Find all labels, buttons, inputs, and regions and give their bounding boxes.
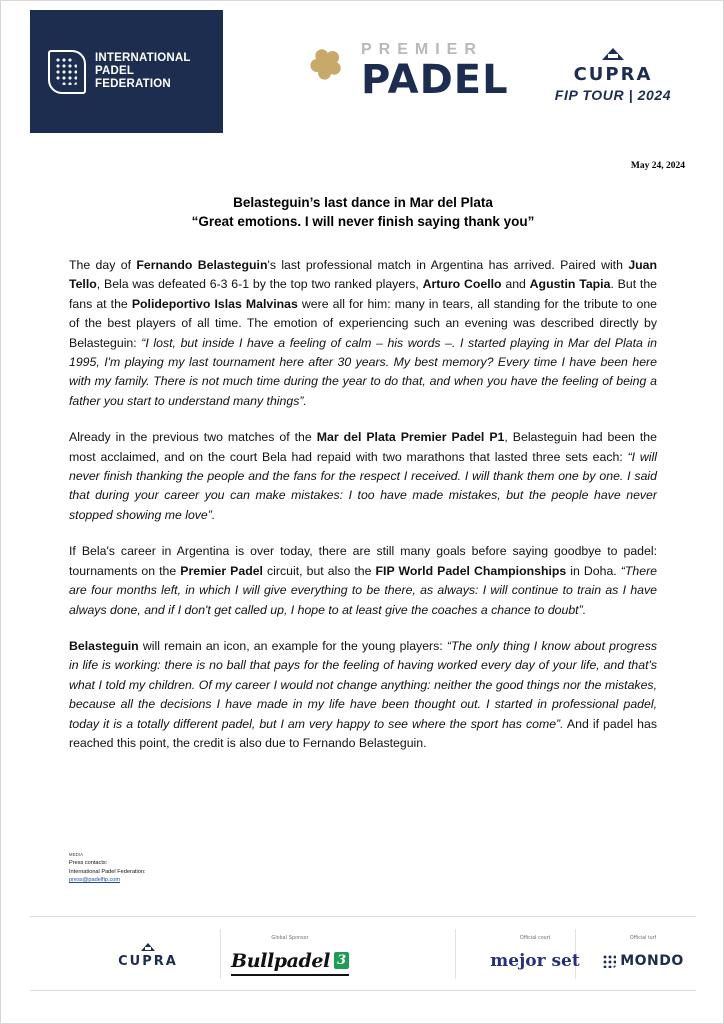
press-contacts bbox=[69, 851, 369, 885]
paragraph-4: Belasteguin will remain an icon, an example for the young players: “The only thing I know about progress in life is working: there is no ball that pays for the feeling of having worked every day of your life, and that's what I told my children. Of my career I would not change anything: neither the good things nor the mistakes, because all the decisions I have made in my life have been thought out. I started in professional padel, today it is a totally different padel, but I am very happy to see where the sport has come”. And if padel has reached this point, the credit is also due to Fernando Belasteguin. bbox=[69, 638, 658, 750]
premier-padel-logo bbox=[313, 41, 509, 103]
title-line-1: Belasteguin’s last dance in Mar del Plata bbox=[233, 195, 493, 210]
footer-divider bbox=[455, 929, 456, 979]
bullpadel-underline bbox=[231, 974, 349, 976]
paragraph-1: The day of Fernando Belasteguin's last professional match in Argentina has arrived. Paired with Juan Tello, Bela was defeated 6-3 6-1 by the top two ranked players, Arturo Coello and Agustin Tapia. But the fans at the Polideportivo Islas Malvinas were all for him: many in tears, all standing for the tribute to one of the best players of all time. The emotion of experiencing such an evening was described directly by Belasteguin: “I lost, but inside I have a feeling of calm – his words –. I started playing in Mar del Plata in 1995, I'm playing my last tournament here after 30 years. My best memory? Every time I have been here with my family. There is not much time during the year to do that, and when you have the feeling of being a father you start to understand many things”. bbox=[69, 258, 658, 408]
press-contacts-org: International Padel Federation: bbox=[69, 868, 146, 875]
ipf-logo-line1: INTERNATIONAL bbox=[95, 52, 191, 64]
footer-mejorset-name: mejor set bbox=[490, 951, 580, 971]
footer-sponsor-cupra bbox=[88, 943, 208, 969]
mondo-dots-icon bbox=[602, 954, 616, 968]
document-date: May 24, 2024 bbox=[630, 161, 685, 171]
cupra-emblem-icon bbox=[141, 943, 155, 951]
footer-caption-official-turf: Official turf bbox=[629, 935, 657, 941]
footer-sponsor-bullpadel bbox=[205, 935, 375, 976]
paragraph-3: If Bela's career in Argentina is over today, there are still many goals before saying goodbye to padel: tournaments on the Premier Padel circuit, but also the FIP World Padel Championships in Doha. “There are four months left, in which I will give everything to be there, as always: I will continue to train as I have always done, and if I don't get called up, I hope to at least give the coaches a chance to doubt”. bbox=[69, 544, 657, 617]
press-contacts-label: Press contacts: bbox=[69, 860, 108, 867]
cupra-logo bbox=[548, 48, 678, 103]
title-line-2: “Great emotions. I will never finish saying thank you” bbox=[191, 214, 535, 229]
press-contacts-email[interactable]: press@padelfip.com bbox=[69, 877, 121, 884]
ipf-logo-line2: PADEL bbox=[95, 65, 135, 77]
document-footer bbox=[30, 916, 696, 991]
footer-bullpadel-name: Bullpadel 3 bbox=[231, 950, 349, 972]
footer-sponsor-mondo bbox=[588, 935, 698, 973]
cupra-word: CUPRA bbox=[573, 64, 653, 85]
cupra-fip-tour-logo-block bbox=[526, 10, 696, 133]
footer-caption-global-sponsor: Global Sponsor bbox=[271, 935, 309, 941]
footer-sponsor-mejorset bbox=[480, 935, 590, 969]
ipf-logo-text bbox=[95, 52, 191, 91]
press-contacts-kicker: MEDIA bbox=[69, 852, 84, 857]
page-title bbox=[69, 193, 657, 231]
paragraph-2: Already in the previous two matches of the Mar del Plata Premier Padel P1, Belasteguin had been the most acclaimed, and on the court Bela had repaid with two marathons that lasted three sets each: “I will never finish thanking the people and the fans for the respect I received. I will thank them one by one. I said that during your career you can make mistakes: I too have made mistakes, but the people have never stopped showing me love”. bbox=[69, 430, 657, 522]
cupra-emblem-icon bbox=[602, 48, 624, 60]
footer-mondo-name: MONDO bbox=[620, 953, 684, 969]
document-header bbox=[30, 10, 696, 133]
footer-cupra-name: CUPRA bbox=[118, 954, 178, 969]
ipf-logo-line3: FEDERATION bbox=[95, 78, 171, 90]
footer-caption-official-court: Official court bbox=[519, 935, 551, 941]
premier-word: PREMIER bbox=[361, 41, 483, 58]
article-body bbox=[69, 256, 657, 770]
ipf-shield-icon bbox=[48, 50, 86, 94]
fip-tour-label: FIP TOUR | 2024 bbox=[554, 87, 672, 103]
flower-icon bbox=[313, 51, 353, 91]
padel-word: PADEL bbox=[361, 57, 509, 103]
premier-padel-logo-block bbox=[223, 10, 526, 133]
ipf-logo-block bbox=[30, 10, 223, 133]
